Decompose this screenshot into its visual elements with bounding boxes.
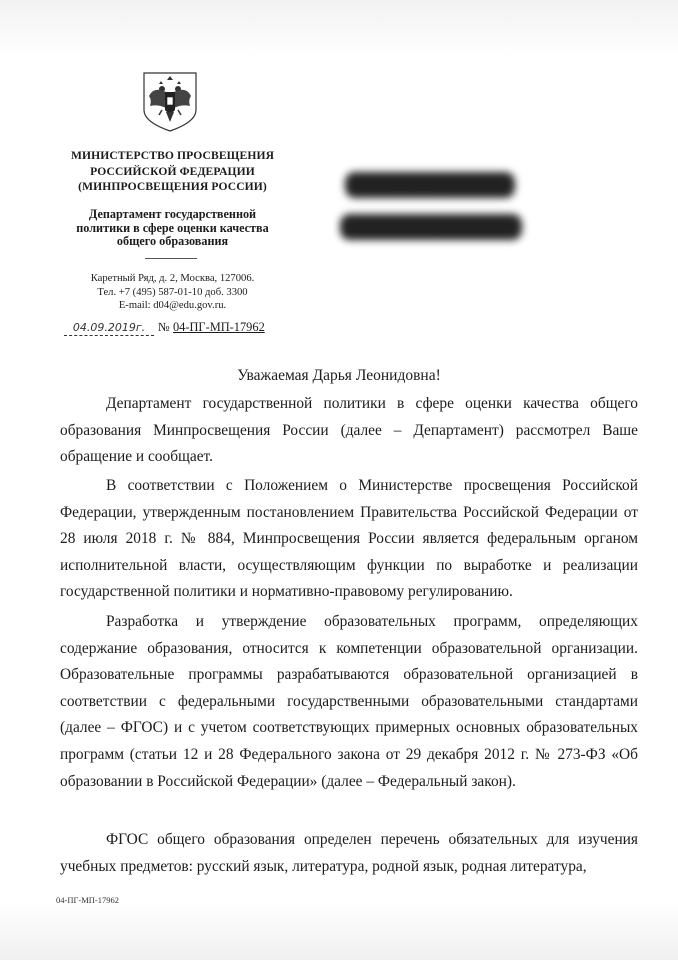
redaction-mark: [340, 214, 522, 240]
department-name: [50, 208, 295, 249]
divider: [145, 258, 197, 259]
ministry-line: РОССИЙСКОЙ ФЕДЕРАЦИИ: [90, 164, 255, 178]
body-paragraph: Департамент государственной политики в сфере оценки качества общего образования Минпросвещения России (далее – Департамент) рассмотрел Ваше обращение и сообщает.: [60, 395, 638, 466]
letter-date: 04.09.2019г.: [64, 320, 154, 336]
redaction-mark: [345, 172, 515, 198]
ministry-name: [50, 148, 295, 195]
department-line: политики в сфере оценки качества: [76, 220, 269, 235]
department-line: общего образования: [116, 234, 229, 248]
address-line: E-mail: d04@edu.gov.ru.: [118, 300, 227, 311]
address-line: Тел. +7 (495) 587-01-10 доб. 3300: [97, 286, 248, 298]
number-sign: №: [158, 320, 170, 334]
sender-address: [50, 272, 295, 313]
department-line: Департамент государственной: [88, 207, 257, 221]
registration-number: [158, 319, 265, 335]
salutation: Уважаемая Дарья Леонидовна!: [237, 367, 441, 384]
ministry-line: МИНИСТЕРСТВО ПРОСВЕЩЕНИЯ: [70, 149, 275, 162]
coat-of-arms-emblem: [140, 70, 200, 134]
body-paragraph: ФГОС общего образования определен перечень обязательных для изучения учебных предметов: русский язык, литература, родной язык, родная литература,: [60, 831, 638, 875]
body-paragraph: Разработка и утверждение образовательных программ, определяющих содержание образования, относится к компетенции образовательной организации. Образовательные программы разрабатываются образовательной организацией в соответствии с федеральными государственными образовательными стандартами (далее – ФГОС) и с учетом соответствующих примерных основных образовательных программ (статьи 12 и 28 Федерального закона от 29 декабря 2012 г. № 273-ФЗ «Об образовании в Российской Федерации» (далее – Федеральный закон).: [60, 613, 638, 790]
body-paragraph: В соответствии с Положением о Министерстве просвещения Российской Федерации, утвержденным постановлением Правительства Российской Федерации от 28 июля 2018 г. № 884, Минпросвещения России является федеральным органом исполнительной власти, осуществляющим функции по выработке и реализации государственной политики и нормативно-правовому регулированию.: [60, 477, 638, 601]
address-line: Каретный Ряд, д. 2, Москва, 127006.: [90, 273, 255, 284]
ministry-line: (МИНПРОСВЕЩЕНИЯ РОССИИ): [78, 180, 267, 193]
registration-number-value: 04-ПГ-МП-17962: [172, 320, 265, 334]
footer-document-code: 04-ПГ-МП-17962: [56, 895, 119, 905]
